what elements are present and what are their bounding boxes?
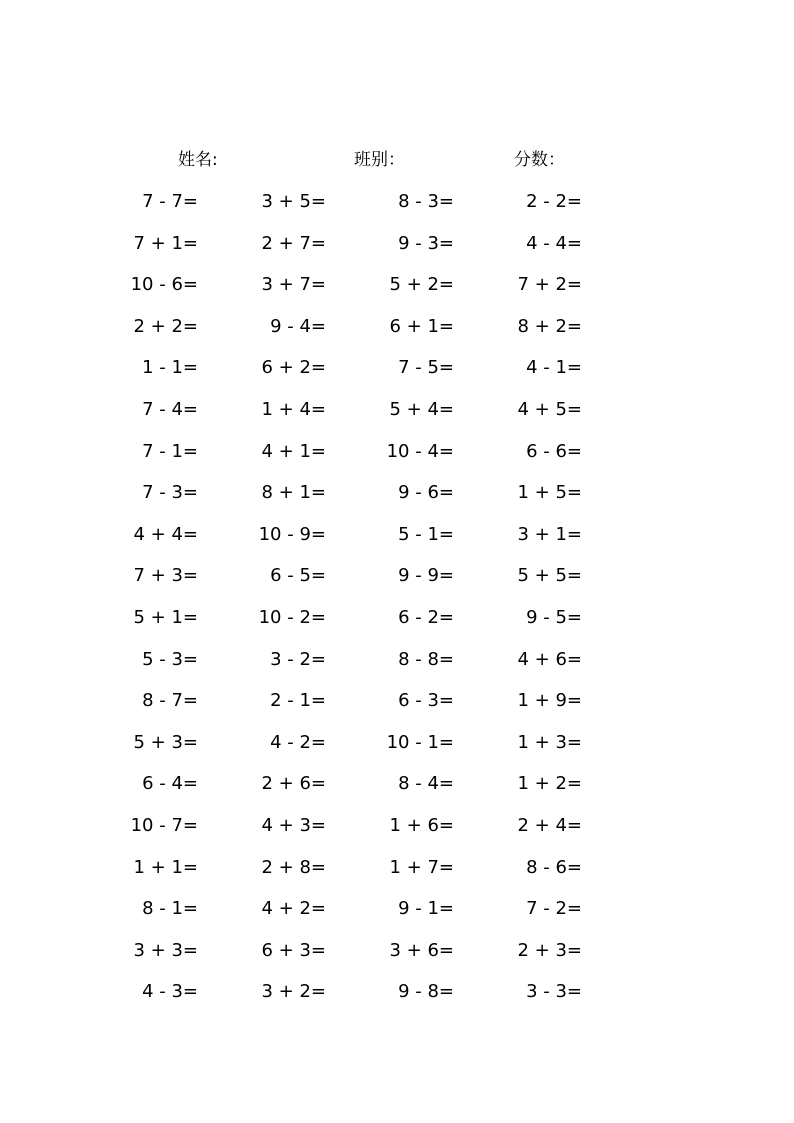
math-problem: 6 + 1= xyxy=(389,315,454,337)
math-problem: 7 + 1= xyxy=(133,232,198,254)
math-problem: 8 - 1= xyxy=(142,898,198,920)
math-problem: 6 - 6= xyxy=(526,440,582,462)
math-problem: 1 + 9= xyxy=(517,690,582,712)
math-problem: 3 - 3= xyxy=(526,981,582,1003)
math-problem: 8 + 2= xyxy=(517,315,582,337)
math-problem: 3 + 6= xyxy=(389,939,454,961)
math-problem: 2 + 3= xyxy=(517,939,582,961)
math-problem: 9 - 3= xyxy=(398,232,454,254)
math-problem: 9 - 8= xyxy=(398,981,454,1003)
math-problem: 7 - 7= xyxy=(142,191,198,212)
math-problem: 2 + 2= xyxy=(133,315,198,337)
math-problem: 6 - 3= xyxy=(398,690,454,712)
math-problem: 6 - 2= xyxy=(398,606,454,628)
math-problem: 8 + 1= xyxy=(261,482,326,504)
math-problem: 5 + 1= xyxy=(133,606,198,628)
math-problem: 8 - 8= xyxy=(398,648,454,670)
math-problem: 3 - 2= xyxy=(270,648,326,670)
math-problem: 4 - 2= xyxy=(270,731,326,753)
math-problem: 5 + 3= xyxy=(133,731,198,753)
score-label: 分数： xyxy=(514,150,565,170)
math-problem: 4 + 3= xyxy=(261,814,326,836)
math-problem: 5 + 2= xyxy=(389,274,454,296)
math-problem: 9 - 9= xyxy=(398,565,454,587)
math-problem: 5 + 5= xyxy=(517,565,582,587)
math-problem: 3 + 2= xyxy=(261,981,326,1003)
math-problem: 3 + 7= xyxy=(261,274,326,296)
math-problem: 8 - 6= xyxy=(526,856,582,878)
math-problem: 4 - 4= xyxy=(526,232,582,254)
math-problem: 7 + 2= xyxy=(517,274,582,296)
math-problem: 7 + 3= xyxy=(133,565,198,587)
math-problem: 9 - 5= xyxy=(526,606,582,628)
math-problem: 2 + 4= xyxy=(517,814,582,836)
math-problem: 9 - 6= xyxy=(398,482,454,504)
math-problem: 10 - 4= xyxy=(386,440,454,462)
math-problem: 2 - 2= xyxy=(526,191,582,212)
math-problem: 6 + 3= xyxy=(261,939,326,961)
math-problem: 6 + 2= xyxy=(261,357,326,379)
math-problem: 7 - 3= xyxy=(142,482,198,504)
math-problem: 1 + 3= xyxy=(517,731,582,753)
math-problem: 9 - 4= xyxy=(270,315,326,337)
math-problem: 4 + 2= xyxy=(261,898,326,920)
math-problem: 4 + 4= xyxy=(133,523,198,545)
worksheet-header xyxy=(0,146,794,176)
math-problem: 1 + 2= xyxy=(517,773,582,795)
math-problem: 5 + 4= xyxy=(389,398,454,420)
math-problem: 3 + 5= xyxy=(261,191,326,212)
math-problem: 7 - 2= xyxy=(526,898,582,920)
math-problem: 1 - 1= xyxy=(142,357,198,379)
class-label: 班别： xyxy=(354,150,405,170)
math-problem: 2 - 1= xyxy=(270,690,326,712)
math-problem: 4 - 1= xyxy=(526,357,582,379)
math-problem: 2 + 6= xyxy=(261,773,326,795)
math-problem: 8 - 7= xyxy=(142,690,198,712)
math-problem: 4 + 5= xyxy=(517,398,582,420)
math-problem: 10 - 9= xyxy=(258,523,326,545)
math-problem: 2 + 8= xyxy=(261,856,326,878)
math-problem: 9 - 1= xyxy=(398,898,454,920)
math-problem: 4 - 3= xyxy=(142,981,198,1003)
math-problem: 4 + 6= xyxy=(517,648,582,670)
name-label: 姓名: xyxy=(178,150,218,170)
math-problem: 6 - 4= xyxy=(142,773,198,795)
math-problem: 2 + 7= xyxy=(261,232,326,254)
math-problem: 3 + 1= xyxy=(517,523,582,545)
math-problem: 1 + 5= xyxy=(517,482,582,504)
math-problem: 7 - 1= xyxy=(142,440,198,462)
math-problem: 5 - 1= xyxy=(398,523,454,545)
math-problem: 10 - 6= xyxy=(130,274,198,296)
math-problem: 10 - 1= xyxy=(386,731,454,753)
math-problem: 10 - 7= xyxy=(130,814,198,836)
math-problem: 10 - 2= xyxy=(258,606,326,628)
math-problem: 4 + 1= xyxy=(261,440,326,462)
math-problem: 1 + 7= xyxy=(389,856,454,878)
math-problem: 8 - 4= xyxy=(398,773,454,795)
math-problem: 5 - 3= xyxy=(142,648,198,670)
math-problem: 1 + 1= xyxy=(133,856,198,878)
math-problem: 7 - 5= xyxy=(398,357,454,379)
problem-grid xyxy=(70,181,670,1013)
math-problem: 1 + 6= xyxy=(389,814,454,836)
math-problem: 6 - 5= xyxy=(270,565,326,587)
math-problem: 3 + 3= xyxy=(133,939,198,961)
math-problem: 8 - 3= xyxy=(398,191,454,212)
math-problem: 7 - 4= xyxy=(142,398,198,420)
math-problem: 1 + 4= xyxy=(261,398,326,420)
